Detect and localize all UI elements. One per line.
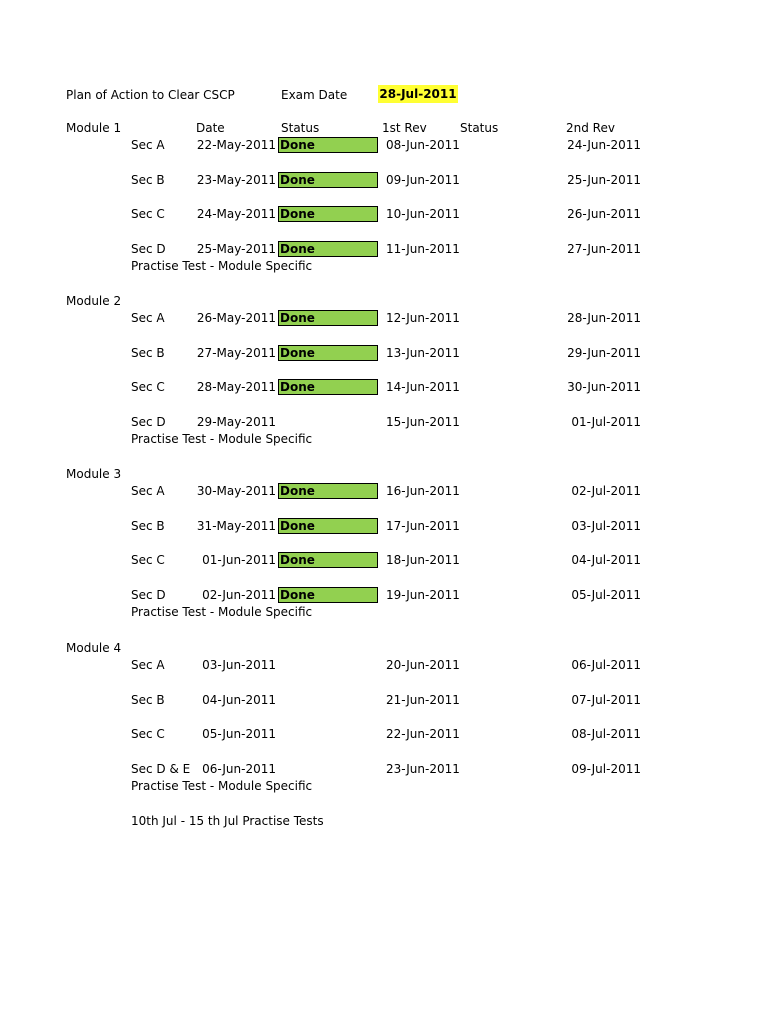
section-date: 02-Jun-2011 [202, 588, 276, 602]
second-revision-date: 02-Jul-2011 [571, 484, 641, 498]
section-date: 31-May-2011 [196, 519, 276, 533]
first-revision-date: 15-Jun-2011 [386, 415, 460, 429]
section-label: Sec B [131, 693, 165, 707]
section-date: 01-Jun-2011 [202, 553, 276, 567]
section-date: 24-May-2011 [196, 207, 276, 221]
first-revision-date: 13-Jun-2011 [386, 346, 460, 360]
section-label: Sec C [131, 380, 165, 394]
column-header-rev-status: Status [460, 121, 499, 135]
section-date: 25-May-2011 [196, 242, 276, 256]
first-revision-date: 21-Jun-2011 [386, 693, 460, 707]
first-revision-date: 11-Jun-2011 [386, 242, 460, 256]
status-done-cell: Done [278, 345, 378, 361]
section-date: 29-May-2011 [196, 415, 276, 429]
section-label: Sec C [131, 207, 165, 221]
second-revision-date: 06-Jul-2011 [571, 658, 641, 672]
first-revision-date: 16-Jun-2011 [386, 484, 460, 498]
first-revision-date: 19-Jun-2011 [386, 588, 460, 602]
status-done-cell: Done [278, 137, 378, 153]
first-revision-date: 10-Jun-2011 [386, 207, 460, 221]
module-label: Module 3 [66, 467, 122, 481]
status-done-cell: Done [278, 310, 378, 326]
section-label: Sec B [131, 173, 165, 187]
second-revision-date: 30-Jun-2011 [567, 380, 641, 394]
first-revision-date: 23-Jun-2011 [386, 762, 460, 776]
section-label: Sec D [131, 588, 166, 602]
first-revision-date: 22-Jun-2011 [386, 727, 460, 741]
section-date: 26-May-2011 [196, 311, 276, 325]
exam-date-value: 28-Jul-2011 [379, 87, 457, 101]
status-done-cell: Done [278, 552, 378, 568]
practise-test-note: Practise Test - Module Specific [131, 432, 313, 446]
section-label: Sec C [131, 727, 165, 741]
second-revision-date: 07-Jul-2011 [571, 693, 641, 707]
first-revision-date: 14-Jun-2011 [386, 380, 460, 394]
column-header-first-rev: 1st Rev [382, 121, 427, 135]
section-label: Sec C [131, 553, 165, 567]
second-revision-date: 04-Jul-2011 [571, 553, 641, 567]
section-date: 27-May-2011 [196, 346, 276, 360]
status-done-cell: Done [278, 172, 378, 188]
practise-test-note: Practise Test - Module Specific [131, 779, 313, 793]
section-label: Sec A [131, 138, 165, 152]
first-revision-date: 20-Jun-2011 [386, 658, 460, 672]
practise-test-note: Practise Test - Module Specific [131, 605, 313, 619]
second-revision-date: 28-Jun-2011 [567, 311, 641, 325]
column-header-date: Date [196, 121, 225, 135]
section-label: Sec D [131, 242, 166, 256]
status-done-cell: Done [278, 483, 378, 499]
section-label: Sec A [131, 484, 165, 498]
second-revision-date: 25-Jun-2011 [567, 173, 641, 187]
second-revision-date: 09-Jul-2011 [571, 762, 641, 776]
second-revision-date: 01-Jul-2011 [571, 415, 641, 429]
section-date: 03-Jun-2011 [202, 658, 276, 672]
exam-date-label: Exam Date [281, 88, 348, 102]
section-date: 06-Jun-2011 [202, 762, 276, 776]
second-revision-date: 27-Jun-2011 [567, 242, 641, 256]
footer-note: 10th Jul - 15 th Jul Practise Tests [131, 814, 324, 828]
status-done-cell: Done [278, 518, 378, 534]
status-done-cell: Done [278, 379, 378, 395]
second-revision-date: 05-Jul-2011 [571, 588, 641, 602]
status-done-cell: Done [278, 241, 378, 257]
module-label: Module 2 [66, 294, 122, 308]
status-done-cell: Done [278, 587, 378, 603]
second-revision-date: 29-Jun-2011 [567, 346, 641, 360]
first-revision-date: 17-Jun-2011 [386, 519, 460, 533]
second-revision-date: 26-Jun-2011 [567, 207, 641, 221]
page-title: Plan of Action to Clear CSCP [66, 88, 235, 102]
second-revision-date: 08-Jul-2011 [571, 727, 641, 741]
section-label: Sec B [131, 346, 165, 360]
section-date: 05-Jun-2011 [202, 727, 276, 741]
second-revision-date: 03-Jul-2011 [571, 519, 641, 533]
module-label: Module 4 [66, 641, 122, 655]
module-label: Module 1 [66, 121, 122, 135]
first-revision-date: 18-Jun-2011 [386, 553, 460, 567]
section-date: 22-May-2011 [196, 138, 276, 152]
practise-test-note: Practise Test - Module Specific [131, 259, 313, 273]
column-header-status: Status [281, 121, 320, 135]
column-header-second-rev: 2nd Rev [566, 121, 615, 135]
section-label: Sec D & E [131, 762, 191, 776]
section-label: Sec A [131, 658, 165, 672]
section-label: Sec A [131, 311, 165, 325]
second-revision-date: 24-Jun-2011 [567, 138, 641, 152]
section-label: Sec B [131, 519, 165, 533]
first-revision-date: 08-Jun-2011 [386, 138, 460, 152]
section-date: 28-May-2011 [196, 380, 276, 394]
section-date: 04-Jun-2011 [202, 693, 276, 707]
section-label: Sec D [131, 415, 166, 429]
section-date: 30-May-2011 [196, 484, 276, 498]
first-revision-date: 12-Jun-2011 [386, 311, 460, 325]
status-done-cell: Done [278, 206, 378, 222]
section-date: 23-May-2011 [196, 173, 276, 187]
first-revision-date: 09-Jun-2011 [386, 173, 460, 187]
